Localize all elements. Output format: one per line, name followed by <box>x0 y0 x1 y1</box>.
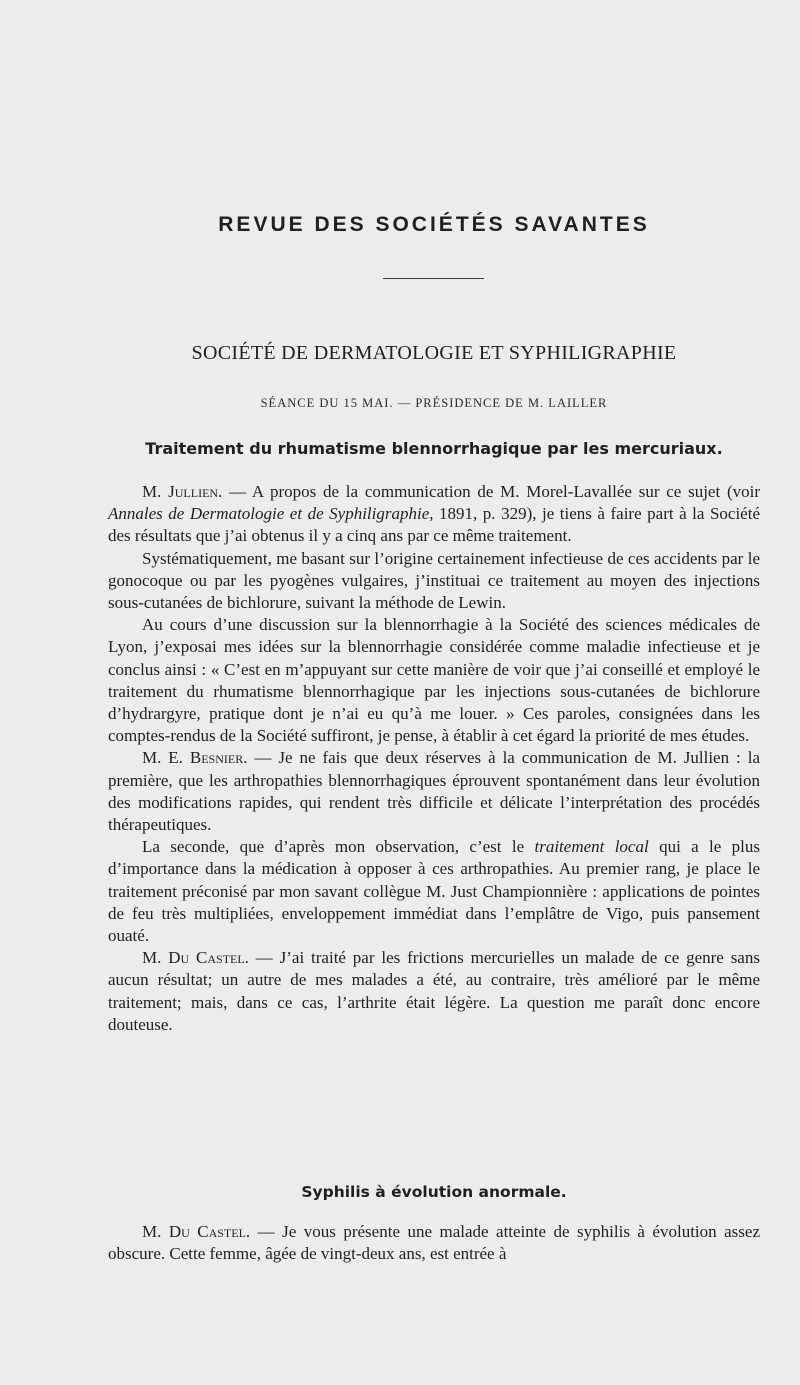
paragraph-text: — Je vous présente une malade atteinte de syphilis à évolution assez obscure. Cette femme, âgée de vingt-deux ans, est entrée à <box>108 1222 760 1264</box>
title-divider <box>383 278 484 279</box>
society-title: SOCIÉTÉ DE DERMATOLOGIE ET SYPHILIGRAPHIE <box>191 342 677 364</box>
section-body-rhumatisme <box>108 481 760 1036</box>
paragraph-text: La seconde, que d’après mon observation, c’est le <box>142 837 535 857</box>
journal-title: REVUE DES SOCIÉTÉS SAVANTES <box>218 213 650 236</box>
speaker-prefix: M. <box>142 482 169 501</box>
paragraph-systematiquement <box>108 548 760 615</box>
paragraph-text: Au cours d’une discussion sur la blennorrhagie à la Société des sciences médicales de Lyon, j’exposai mes idées sur la blennorrhagie considérée comme maladie infectieuse et je conclus ainsi : « C’est en m’appuyant sur cette manière de voir que j’ai conseillé et employé le traitement du rhumatisme blennorrhagique par les injections sous-cutanées de bichlorure d’hydrargyre, pratique dont je n’ai eu qu’à me louer. » Ces paroles, consignées dans les comptes-rendus de la Société suffiront, je pense, à établir à cet égard la priorité de mes études. <box>108 615 760 746</box>
paragraph-besnier <box>108 747 760 836</box>
journal-reference: Annales de Dermatologie et de Syphiligraphie, <box>108 504 434 524</box>
paragraph-text: 1891, p. 329), je tiens à faire part à la Société des résultats que j’ai obtenus il y a cinq ans par ce même traitement. <box>108 504 760 546</box>
speaker-name: Du Castel. <box>168 948 249 968</box>
speaker-name: Du Castel. <box>168 1222 251 1241</box>
paragraph-du-castel <box>108 947 760 1036</box>
speaker-prefix: M. <box>142 948 169 968</box>
speaker-prefix: M. <box>142 1222 169 1241</box>
paragraph-text: — Je ne fais que deux réserves à la communication de M. Jullien : la première, que les arthropathies blennorrhagiques éprouvent spontanément dans leur évolution des modifications rapides, qui rendent très difficile et délicate l’interprétation des procédés thérapeutiques. <box>108 748 760 835</box>
paragraph-text: Systématiquement, me basant sur l’origine certainement infectieuse de ces accidents par le gonocoque ou par les pyogènes vulgaires, j’instituai ce traitement au moyen des injections sous-cutanées de bichlorure, suivant la méthode de Lewin. <box>108 548 760 613</box>
section-heading-syphilis: Syphilis à évolution anormale. <box>301 1183 567 1201</box>
session-line: SÉANCE DU 15 MAI. — PRÉSIDENCE DE M. LAILLER <box>260 396 608 410</box>
paragraph-jullien <box>108 481 760 548</box>
speaker-name: Besnier. <box>189 748 248 768</box>
paragraph-text: — J’ai traité par les frictions mercurielles un malade de ce genre sans aucun résultat; un autre de mes malades a été, au contraire, très amélioré par le même traitement; mais, dans ce cas, l’arthrite était légère. La question me paraît donc encore douteuse. <box>108 948 760 1034</box>
paragraph-seconde <box>108 836 760 947</box>
paragraph-lyon <box>108 614 760 747</box>
section-body-syphilis <box>108 1221 760 1265</box>
emphasis-text: traitement local <box>534 837 649 857</box>
section-heading-rhumatisme: Traitement du rhumatisme blennorrhagique par les mercuriaux. <box>145 439 723 458</box>
paragraph-text: qui a le plus d’importance dans la médication à opposer à ces arthropathies. Au premier rang, je place le traitement préconisé par mon savant collègue M. Just Championnière : applications de pointes de feu très multipliées, enveloppement immédiat dans l’emplâtre de Vigo, puis pansement ouaté. <box>108 837 761 946</box>
speaker-prefix: M. E. <box>142 748 190 768</box>
speaker-name: Jullien. <box>168 482 223 501</box>
paragraph-text: — A propos de la communication de M. Morel-Lavallée sur ce sujet (voir <box>222 482 760 501</box>
paragraph-du-castel-syphilis <box>108 1221 760 1265</box>
